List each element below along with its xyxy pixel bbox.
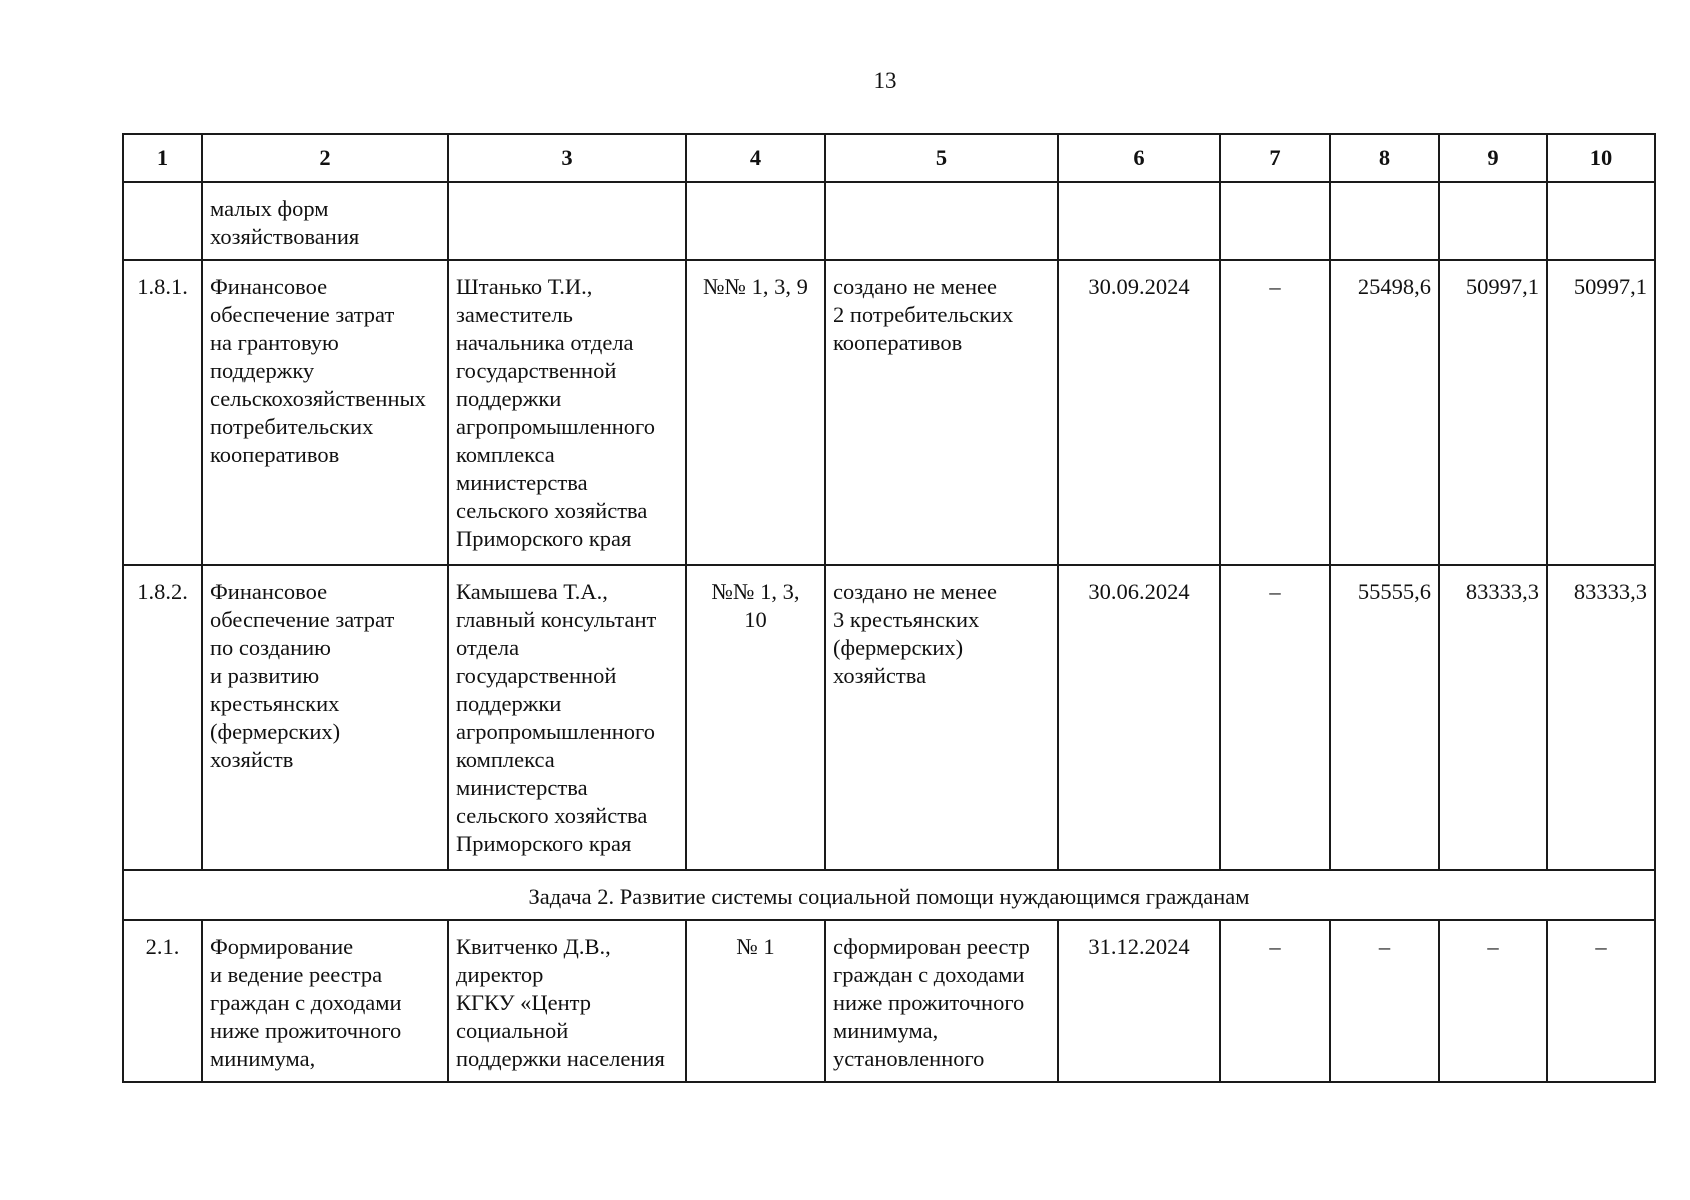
- col-header-7: 7: [1220, 134, 1330, 182]
- cell-indicators: №№ 1, 3, 9: [686, 260, 825, 565]
- col-header-1: 1: [123, 134, 202, 182]
- col-header-4: 4: [686, 134, 825, 182]
- cell-result: создано не менее 3 крестьянских (фермерских) хозяйства: [825, 565, 1058, 870]
- cell-number: 1.8.2.: [123, 565, 202, 870]
- cell-col10: 50997,1: [1547, 260, 1655, 565]
- cell-date: 30.06.2024: [1058, 565, 1220, 870]
- col-header-5: 5: [825, 134, 1058, 182]
- cell-date: 31.12.2024: [1058, 920, 1220, 1082]
- cell-col7: [1220, 182, 1330, 260]
- cell-result: создано не менее 2 потребительских кооперативов: [825, 260, 1058, 565]
- col-header-6: 6: [1058, 134, 1220, 182]
- header-row: [123, 134, 1655, 182]
- table-row: [123, 182, 1655, 260]
- cell-col9: 83333,3: [1439, 565, 1547, 870]
- cell-col7: –: [1220, 260, 1330, 565]
- col-header-10: 10: [1547, 134, 1655, 182]
- cell-number: 1.8.1.: [123, 260, 202, 565]
- cell-number: 2.1.: [123, 920, 202, 1082]
- col-header-8: 8: [1330, 134, 1439, 182]
- cell-col8: –: [1330, 920, 1439, 1082]
- col-header-2: 2: [202, 134, 448, 182]
- cell-indicators: №№ 1, 3, 10: [686, 565, 825, 870]
- table-row: [123, 565, 1655, 870]
- measures-table: [122, 133, 1656, 1083]
- cell-result: сформирован реестр граждан с доходами ниже прожиточного минимума, установленного: [825, 920, 1058, 1082]
- cell-col10: –: [1547, 920, 1655, 1082]
- cell-col10: 83333,3: [1547, 565, 1655, 870]
- cell-result: [825, 182, 1058, 260]
- page-number: 13: [873, 68, 897, 93]
- cell-indicators: № 1: [686, 920, 825, 1082]
- cell-date: [1058, 182, 1220, 260]
- cell-responsible: Штанько Т.И., заместитель начальника отдела государственной поддержки агропромышленного комплекса министерства сельского хозяйства Приморского края: [448, 260, 686, 565]
- col-header-3: 3: [448, 134, 686, 182]
- cell-col9: –: [1439, 920, 1547, 1082]
- cell-col8: [1330, 182, 1439, 260]
- cell-measure: Формирование и ведение реестра граждан с доходами ниже прожиточного минимума,: [202, 920, 448, 1082]
- cell-date: 30.09.2024: [1058, 260, 1220, 565]
- cell-measure: малых форм хозяйствования: [202, 182, 448, 260]
- col-header-9: 9: [1439, 134, 1547, 182]
- cell-number: [123, 182, 202, 260]
- cell-col8: 55555,6: [1330, 565, 1439, 870]
- cell-responsible: Квитченко Д.В., директор КГКУ «Центр социальной поддержки населения: [448, 920, 686, 1082]
- cell-col9: 50997,1: [1439, 260, 1547, 565]
- cell-col10: [1547, 182, 1655, 260]
- table-row: [123, 260, 1655, 565]
- cell-measure: Финансовое обеспечение затрат по созданию и развитию крестьянских (фермерских) хозяйств: [202, 565, 448, 870]
- cell-col7: –: [1220, 565, 1330, 870]
- cell-indicators: [686, 182, 825, 260]
- cell-col7: –: [1220, 920, 1330, 1082]
- task-heading: Задача 2. Развитие системы социальной помощи нуждающимся гражданам: [123, 870, 1655, 920]
- cell-col8: 25498,6: [1330, 260, 1439, 565]
- cell-responsible: Камышева Т.А., главный консультант отдела государственной поддержки агропромышленного комплекса министерства сельского хозяйства Приморского края: [448, 565, 686, 870]
- cell-responsible: [448, 182, 686, 260]
- cell-measure: Финансовое обеспечение затрат на грантовую поддержку сельскохозяйственных потребительских кооперативов: [202, 260, 448, 565]
- cell-col9: [1439, 182, 1547, 260]
- table-row: [123, 920, 1655, 1082]
- task-row: [123, 870, 1655, 920]
